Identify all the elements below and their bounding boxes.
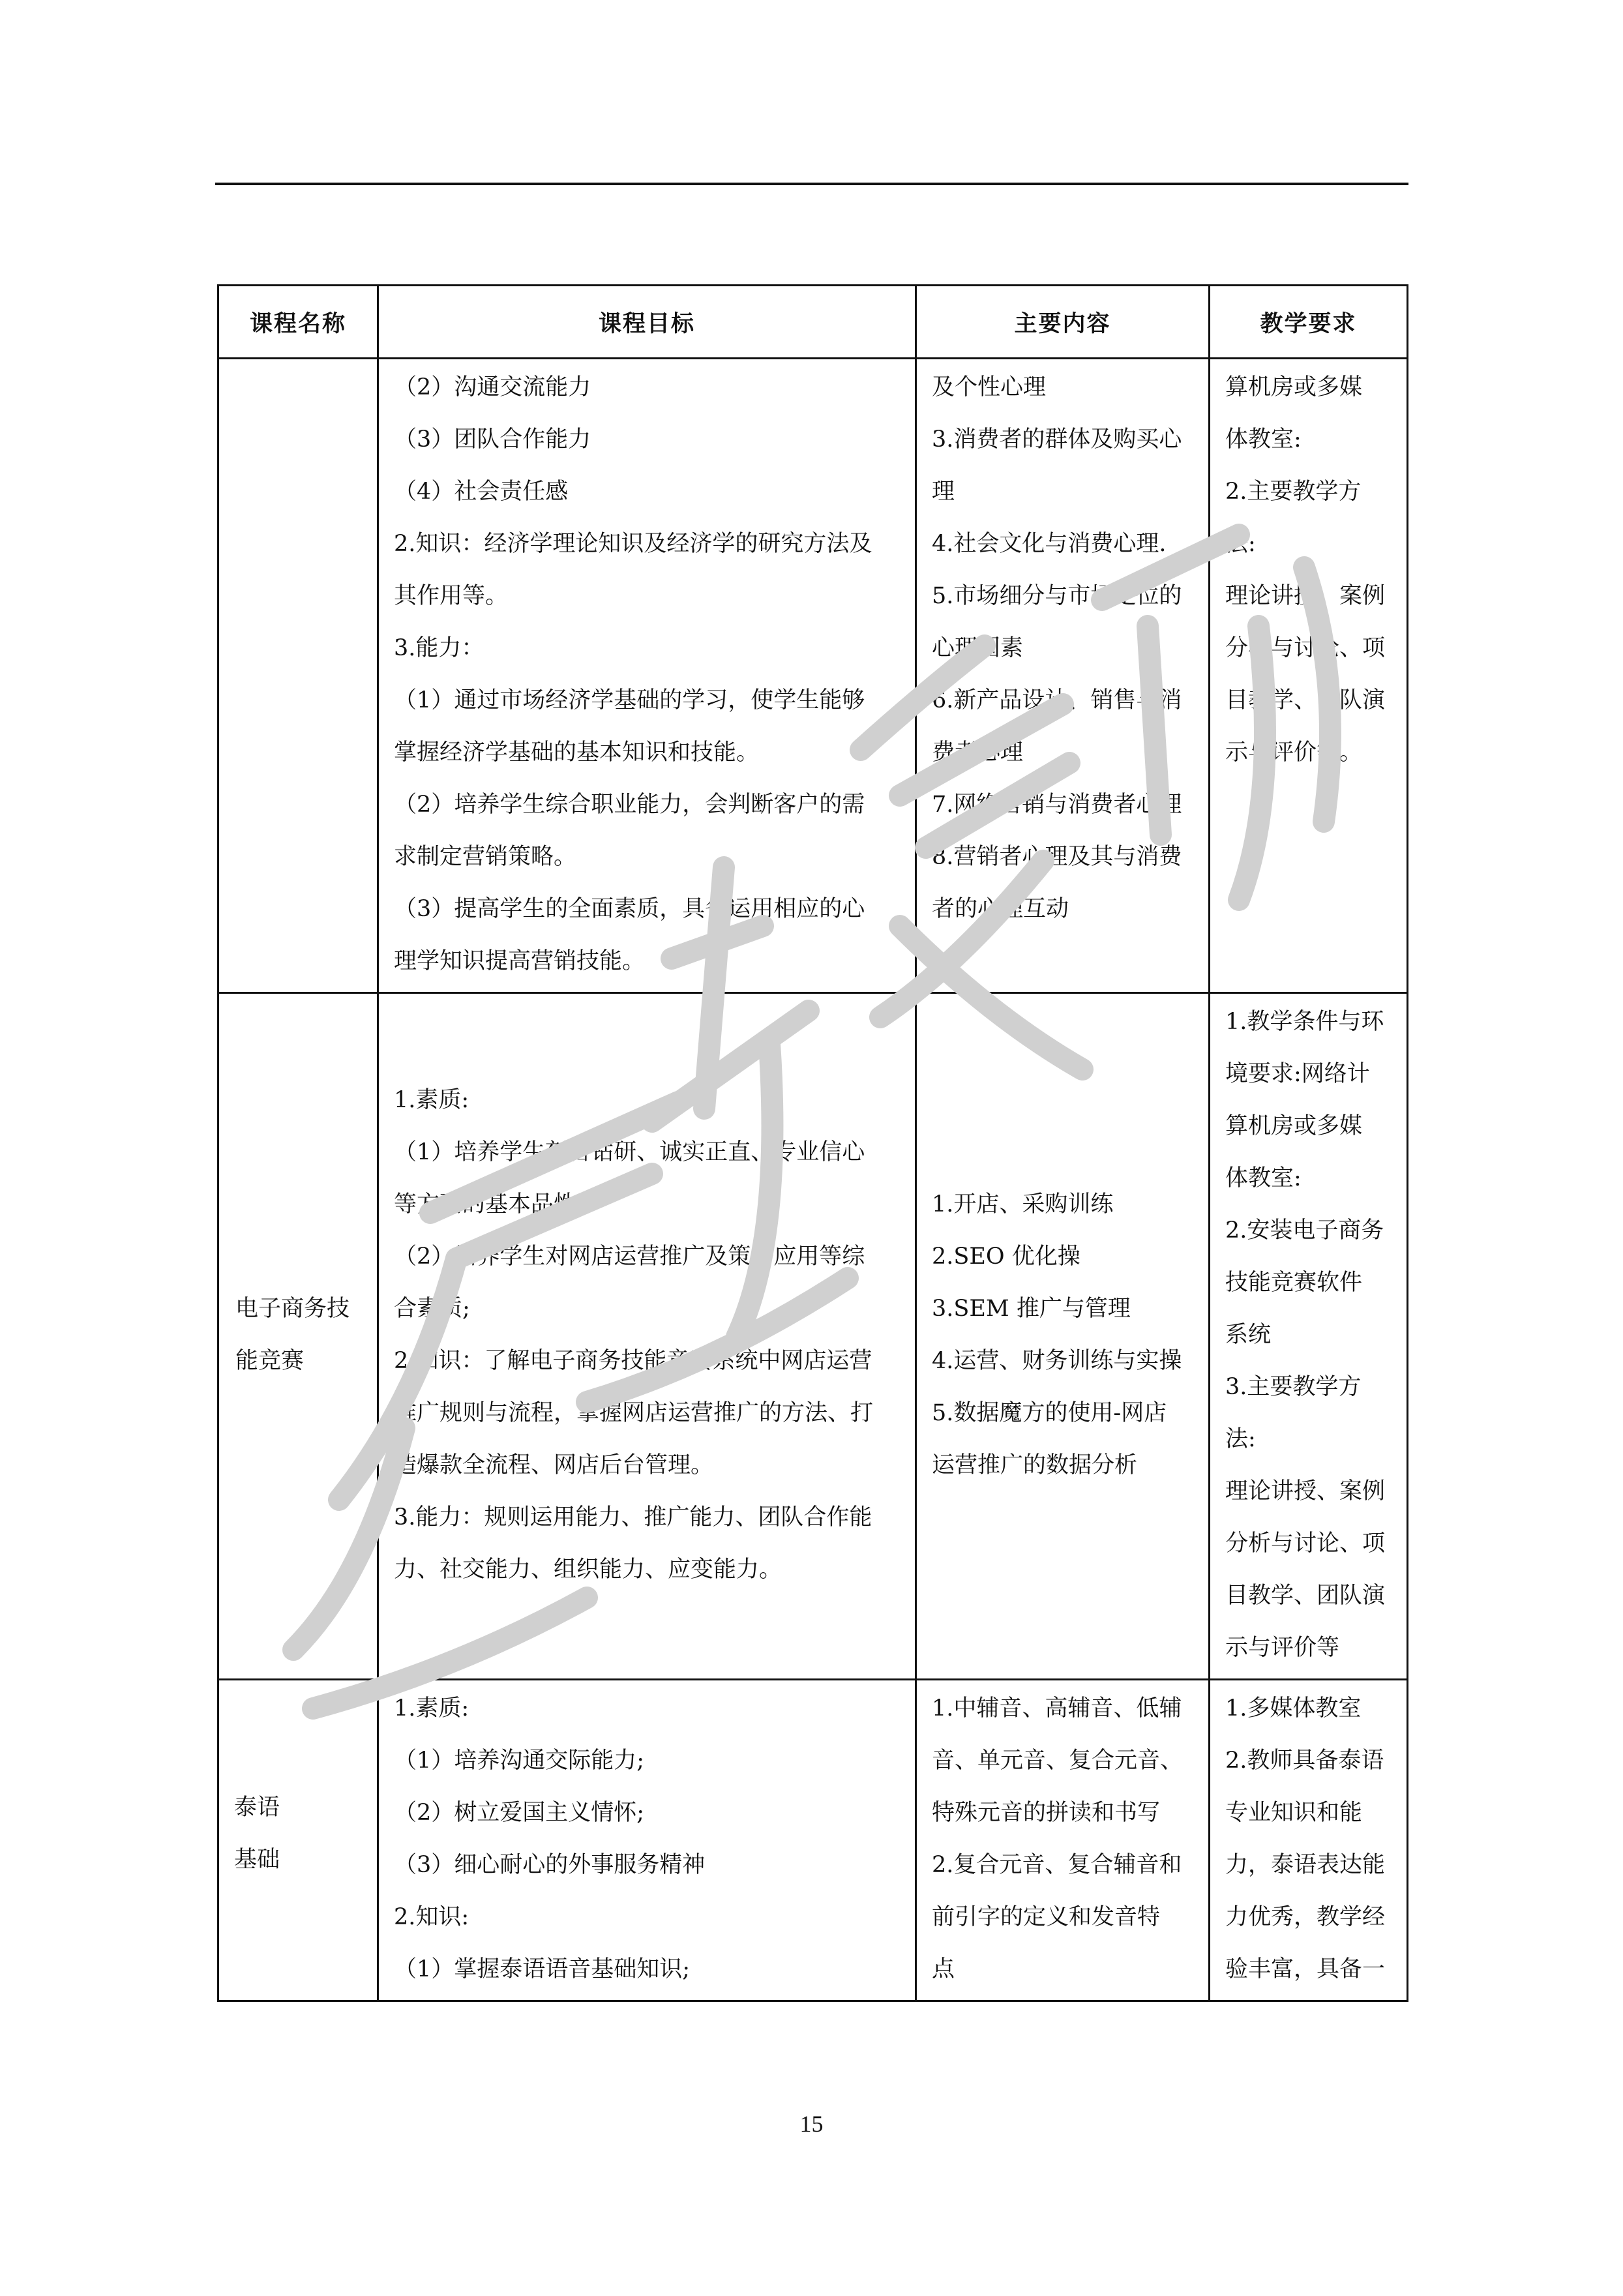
course-name-cell: [218, 359, 378, 993]
table-row: [218, 993, 1408, 1680]
text-line: （1）培养沟通交际能力;: [394, 1748, 645, 1774]
course-goal-cell: [378, 359, 916, 993]
text-line: （2）培养学生综合职业能力，会判断客户的需: [394, 792, 865, 818]
text-line: 4.运营、财务训练与实操: [932, 1348, 1182, 1374]
text-line: 示与评价等: [1225, 1635, 1340, 1661]
text-line: 及个性心理: [932, 374, 1047, 400]
course-goal-cell: [378, 1680, 916, 2001]
text-line: 1.素质:: [394, 1695, 469, 1722]
text-line: 2.知识：经济学理论知识及经济学的研究方法及: [394, 531, 872, 557]
text-line: 专业知识和能: [1225, 1800, 1363, 1826]
text-line: 运营推广的数据分析: [932, 1452, 1138, 1478]
text-line: 算机房或多媒: [1225, 1113, 1363, 1139]
text-line: 4.社会文化与消费心理.: [932, 531, 1167, 557]
text-line: （1）通过市场经济学基础的学习，使学生能够: [394, 687, 865, 713]
text-line: 1.素质:: [394, 1087, 469, 1113]
table-row: [218, 1680, 1408, 2001]
text-line: 6.新产品设计、销售与消: [932, 687, 1182, 713]
text-line: 2.主要教学方: [1225, 479, 1362, 505]
text-line: 基础: [234, 1847, 280, 1873]
header-rule: [215, 183, 1408, 185]
text-line: 目教学、团队演: [1225, 1583, 1386, 1609]
course-table: [217, 284, 1408, 2002]
course-name-cell: [218, 1680, 378, 2001]
text-line: 音、单元音、复合元音、: [932, 1748, 1184, 1774]
text-line: 2.知识:: [394, 1904, 469, 1930]
header-course-goal: 课程目标: [378, 286, 916, 359]
text-line: （1）掌握泰语语音基础知识;: [394, 1956, 691, 1982]
text-line: 力、社交能力、组织能力、应变能力。: [394, 1557, 782, 1583]
text-line: 5.市场细分与市场定位的: [932, 583, 1182, 609]
text-line: 3.能力：: [394, 635, 484, 661]
text-line: 2.SEO 优化操: [932, 1244, 1080, 1270]
text-line: （3）细心耐心的外事服务精神: [394, 1852, 706, 1878]
text-line: 能竞赛: [235, 1348, 305, 1374]
text-line: 3.消费者的群体及购买心: [932, 426, 1182, 453]
text-line: 电子商务技: [235, 1296, 350, 1322]
text-line: 力优秀，教学经: [1225, 1904, 1386, 1930]
text-line: 体教室:: [1225, 1165, 1302, 1191]
text-line: 等方面的基本品性;: [394, 1191, 584, 1217]
text-line: （2）培养学生对网店运营推广及策略应用等综: [394, 1244, 865, 1270]
teaching-requirement-cell: [1210, 359, 1408, 993]
text-line: 算机房或多媒: [1225, 374, 1363, 400]
text-line: 2.复合元音、复合辅音和: [932, 1852, 1182, 1878]
text-line: 理论讲授、案例: [1225, 1478, 1386, 1504]
text-line: 体教室:: [1225, 426, 1302, 453]
text-line: 技能竞赛软件: [1225, 1270, 1363, 1296]
main-content-cell: [916, 359, 1210, 993]
table-row: [218, 359, 1408, 993]
text-line: 力，泰语表达能: [1225, 1852, 1386, 1878]
text-line: 点: [932, 1956, 955, 1982]
text-line: 推广规则与流程，掌握网店运营推广的方法、打: [394, 1400, 874, 1426]
header-course-name: 课程名称: [218, 286, 378, 359]
text-line: 求制定营销策略。: [394, 844, 577, 870]
teaching-requirement-cell: [1210, 993, 1408, 1680]
text-line: 理论讲授、案例: [1225, 583, 1386, 609]
text-line: 法:: [1225, 1426, 1256, 1452]
text-line: 验丰富，具备一: [1225, 1956, 1386, 1982]
text-line: 3.SEM 推广与管理: [932, 1296, 1131, 1322]
text-line: （2）树立爱国主义情怀;: [394, 1800, 645, 1826]
text-line: 5.数据魔方的使用-网店: [932, 1400, 1167, 1426]
text-line: 合素质;: [394, 1296, 470, 1322]
text-line: 1.教学条件与环: [1225, 1009, 1384, 1035]
text-line: 费者心理: [932, 739, 1024, 766]
text-line: 2.安装电子商务: [1225, 1217, 1384, 1244]
text-line: 3.主要教学方: [1225, 1374, 1362, 1400]
text-line: 示与评价等。: [1225, 739, 1363, 766]
course-goal-cell: [378, 993, 916, 1680]
text-line: 目教学、团队演: [1225, 687, 1386, 713]
table-header-row: [218, 286, 1408, 359]
text-line: 3.能力：规则运用能力、推广能力、团队合作能: [394, 1504, 872, 1530]
text-line: 掌握经济学基础的基本知识和技能。: [394, 739, 760, 766]
text-line: 1.多媒体教室: [1225, 1695, 1362, 1722]
text-line: 心理因素: [932, 635, 1024, 661]
course-name-cell: [218, 993, 378, 1680]
page-number: 15: [799, 2111, 824, 2137]
text-line: 1.中辅音、高辅音、低辅: [932, 1695, 1182, 1722]
text-line: 分析与讨论、项: [1225, 1530, 1386, 1557]
header-main-content: 主要内容: [916, 286, 1210, 359]
text-line: 理学知识提高营销技能。: [394, 948, 646, 974]
header-teaching-requirement: 教学要求: [1210, 286, 1408, 359]
text-line: （3）提高学生的全面素质，具备运用相应的心: [394, 896, 865, 922]
teaching-requirement-cell: [1210, 1680, 1408, 2001]
text-line: 2.教师具备泰语: [1225, 1748, 1384, 1774]
text-line: 分析与讨论、项: [1225, 635, 1386, 661]
text-line: 境要求:网络计: [1225, 1061, 1370, 1087]
main-content-cell: [916, 1680, 1210, 2001]
text-line: 理: [932, 479, 955, 505]
text-line: 其作用等。: [394, 583, 509, 609]
text-line: 泰语: [234, 1795, 280, 1821]
main-content-cell: [916, 993, 1210, 1680]
text-line: （1）培养学生刻苦钻研、诚实正直、专业信心: [394, 1139, 865, 1165]
text-line: 7.网络营销与消费者心理: [932, 792, 1182, 818]
text-line: 2.知识：了解电子商务技能竞赛系统中网店运营: [394, 1348, 872, 1374]
text-line: 法:: [1225, 531, 1256, 557]
text-line: 8.营销者心理及其与消费: [932, 844, 1182, 870]
text-line: 前引字的定义和发音特: [932, 1904, 1161, 1930]
text-line: （3）团队合作能力: [394, 426, 591, 453]
text-line: 特殊元音的拼读和书写: [932, 1800, 1161, 1826]
text-line: 造爆款全流程、网店后台管理。: [394, 1452, 714, 1478]
text-line: 1.开店、采购训练: [932, 1191, 1114, 1217]
text-line: （4）社会责任感: [394, 479, 569, 505]
text-line: 者的心理互动: [932, 896, 1069, 922]
text-line: （2）沟通交流能力: [394, 374, 591, 400]
text-line: 系统: [1225, 1322, 1272, 1348]
